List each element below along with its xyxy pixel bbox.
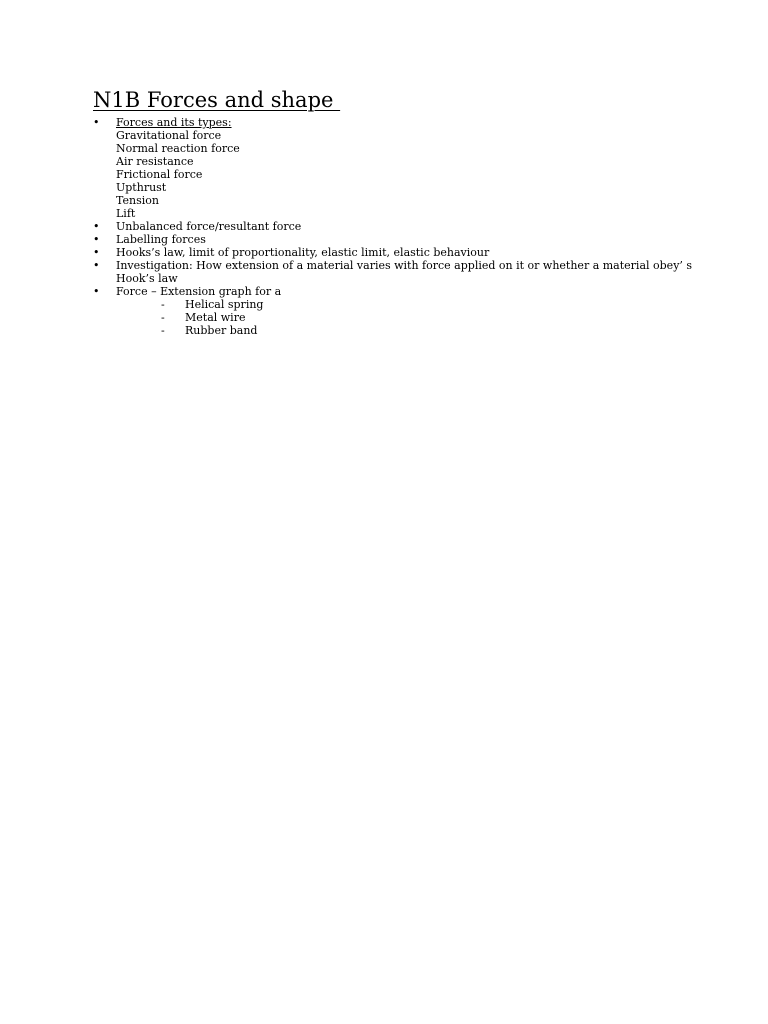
- topic-list: [93, 116, 693, 337]
- forces-heading: Forces and its types:: [116, 116, 232, 129]
- document-page: [93, 86, 693, 337]
- bullet-icon: •: [93, 233, 100, 246]
- list-item: [93, 246, 693, 259]
- list-item-text: Hooks’s law, limit of proportionality, elastic limit, elastic behaviour: [116, 246, 490, 259]
- dash-icon: -: [161, 298, 165, 311]
- bullet-icon: •: [93, 285, 100, 298]
- graph-subitem: [161, 298, 693, 311]
- dash-icon: -: [161, 311, 165, 324]
- list-item-text: Force – Extension graph for a: [116, 285, 282, 298]
- graph-subitem: [161, 311, 693, 324]
- graph-subitem-text: Helical spring: [185, 298, 264, 311]
- bullet-icon: •: [93, 220, 100, 233]
- force-type: Gravitational force: [116, 129, 222, 142]
- graph-sublist: [116, 298, 693, 337]
- list-item-text: Labelling forces: [116, 233, 206, 246]
- graph-subitem-text: Rubber band: [185, 324, 258, 337]
- dash-icon: -: [161, 324, 165, 337]
- force-type: Frictional force: [116, 168, 203, 181]
- force-type: Air resistance: [116, 155, 194, 168]
- list-item: [93, 259, 693, 285]
- list-item-text: Investigation: How extension of a material varies with force applied on it or whether a material obey’ s Hook’s law: [116, 259, 693, 285]
- list-item-text: Unbalanced force/resultant force: [116, 220, 302, 233]
- graph-subitem-text: Metal wire: [185, 311, 246, 324]
- list-item: [93, 233, 693, 246]
- graph-subitem: [161, 324, 693, 337]
- force-type: Upthrust: [116, 181, 167, 194]
- list-item-forces-types: [93, 116, 693, 220]
- force-type: Normal reaction force: [116, 142, 240, 155]
- force-type: Tension: [116, 194, 159, 207]
- bullet-icon: •: [93, 259, 100, 272]
- force-type: Lift: [116, 207, 136, 220]
- bullet-icon: •: [93, 116, 100, 129]
- page-title: N1B Forces and shape: [93, 88, 341, 112]
- list-item-graph: [93, 285, 693, 337]
- bullet-icon: •: [93, 246, 100, 259]
- list-item: [93, 220, 693, 233]
